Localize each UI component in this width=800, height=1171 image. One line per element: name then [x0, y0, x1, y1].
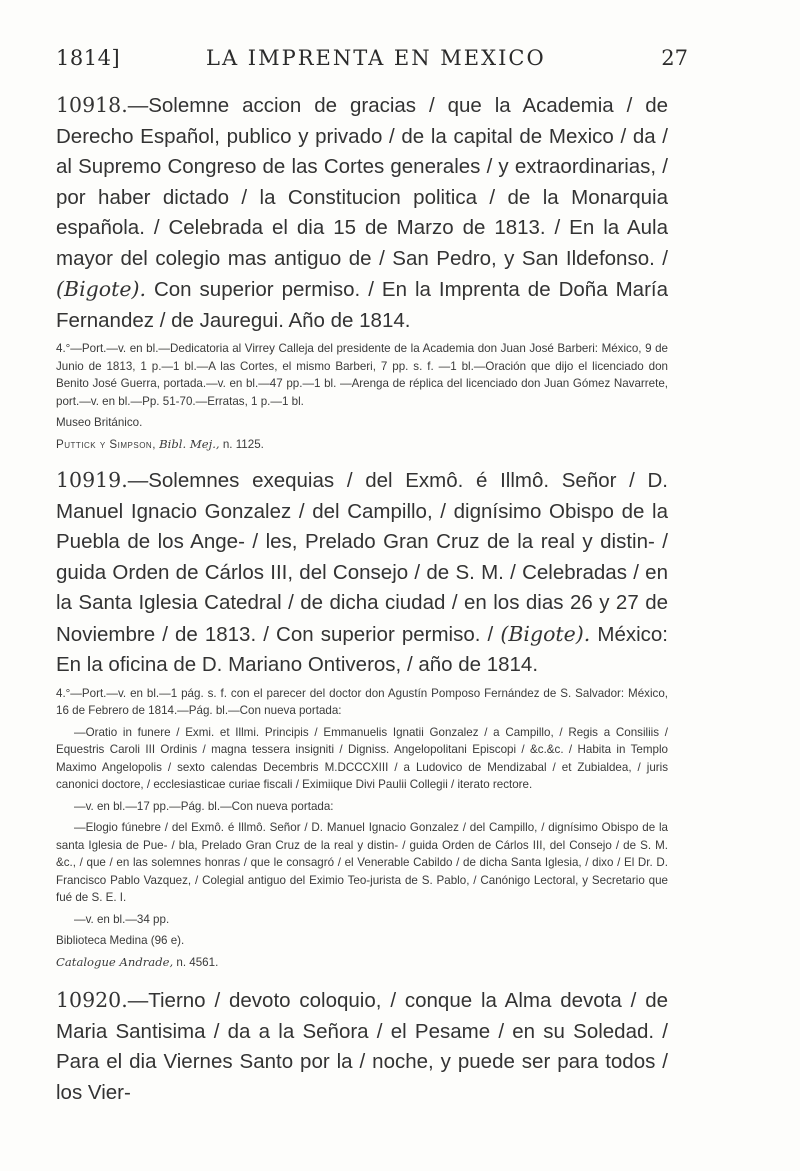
entry-location-note: Biblioteca Medina (96 e).: [56, 934, 185, 947]
entry-title-printer-mark: (Bigote).: [56, 277, 146, 301]
entry-number: 10918.: [56, 93, 128, 117]
running-head-year: 1814]: [56, 46, 121, 70]
entry-title-printer-mark: (Bigote).: [500, 621, 591, 646]
entry-title-text: —Tierno / devoto coloquio, / conque la Alma devota / de Maria Santisima / da a la Señora / el Pesame / en su Soledad. / Para el dia Viernes Santo por la / noche, y puede ser para todos / los Vier-: [56, 989, 668, 1104]
entry-title-imprint: Con superior permiso. / En la Imprenta de Doña María Fernandez / de Jauregui. Año de 1814.: [56, 278, 668, 332]
entry-location-note: Museo Británico.: [56, 416, 143, 429]
source-title: Catalogue Andrade,: [56, 954, 174, 969]
entry-title: [56, 90, 668, 336]
page: [56, 46, 688, 1108]
entry-latin-oration-note: —Oratio in funere / Exmi. et Illmi. Principis / Emmanuelis Ignatii Gonzalez / a Campillo, / Regis a Consiliis / Equestris Caroli III Ordinis / magna tessera insigniti / Digniss. Angelopolitani Episcopi / &c.&c. / Habita in Templo Maximo Angelopolis / sexto calendas Decembris M.DCCCXIII / a Ludovico de Mendizabal / et Zubialdea, / juris canonici doctore, / ecclesiasticae curiae fiscali / Eximiique Divi Paulii Collegii / iterato rectore.: [56, 725, 668, 791]
entry-title-text: —Solemnes exequias / del Exmô. é Illmô. Señor / D. Manuel Ignacio Gonzalez / del Campillo, / dignísimo Obispo de la Puebla de los Ange- / les, Prelado Gran Cruz de la real y distin- / guida Orden de Cárlos III, del Consejo / de S. M. / Celebradas / en la Santa Iglesia Catedral / de dicha ciudad / en los dias 26 y 27 de Noviembre / de 1813. / Con superior permiso. /: [56, 469, 668, 646]
entry-number: 10919.: [56, 468, 128, 492]
page-number: 27: [661, 46, 688, 70]
source-title: Bibl. Mej.,: [159, 436, 220, 451]
source-ref: n. 1125.: [219, 437, 264, 451]
source-author: Puttick y Simpson,: [56, 437, 156, 451]
entry-10918: [56, 90, 668, 453]
entry-title-text: —Solemne accion de gracias / que la Academia / de Derecho Español, publico y privado / de la capital de Mexico / da / al Supremo Congreso de las Cortes generales / y extraordinarias, / por haber dictado / la Constitucion politica / de la Monarquia española. / Celebrada el dia 15 de Marzo de 1813. / En la Aula mayor del colegio mas antiguo de / San Pedro, y San Ildefonso. /: [56, 94, 668, 270]
entry-number: 10920.: [56, 988, 128, 1012]
entry-source-note: [56, 954, 668, 972]
entry-collation-note: 4.°—Port.—v. en bl.—1 pág. s. f. con el parecer del doctor don Agustín Pomposo Fernández de S. Salvador: México, 16 de Febrero de 1814.—Pág. bl.—Con nueva portada:: [56, 686, 668, 717]
entry-collation-note: —v. en bl.—34 pp.: [74, 912, 170, 926]
entry-elogio-note: —Elogio fúnebre / del Exmô. é Illmô. Señor / D. Manuel Ignacio Gonzalez / del Campillo, / dignísimo Obispo de la santa Iglesia de Pue- / bla, Prelado Gran Cruz de la real y distin- / guida Orden de Cárlos III, del Consejo / de S. M. &c., / que / en las solemnes honras / que le consagró / el Venerable Cabildo / de dicha Santa Iglesia, / dixo / El Dr. D. Francisco Pablo Vazquez, / Colegial antiguo del Eximio Teo-jurista de S. Pablo, / Canónigo Lectoral, y Secretario que fué de S. E. I.: [56, 821, 668, 904]
entry-10920: [56, 985, 668, 1108]
running-head-title: LA IMPRENTA EN MEXICO: [206, 46, 546, 70]
entry-10919: [56, 465, 668, 971]
entry-source-note: [56, 436, 668, 454]
source-ref: n. 4561.: [173, 955, 219, 969]
entry-collation-note: 4.°—Port.—v. en bl.—Dedicatoria al Virrey Calleja del presidente de la Academia don Juan José Barberi: México, 9 de Junio de 1813, 1 p.—1 bl.—A las Cortes, el mismo Barberi, 7 pp. s. f. —1 bl.—Oración que dijo el licenciado don Benito José Guerra, portada.—v. en bl.—47 pp.—1 bl. —Arenga de réplica del licenciado don Juan Gómez Navarrete, port.—v. en bl.—Pp. 51-70.—Erratas, 1 p.—1 bl.: [56, 342, 668, 408]
running-head: [56, 46, 688, 80]
entry-title-imprint: México: En la oficina de D. Mariano Ontiveros, / año de 1814.: [56, 622, 669, 676]
entry-collation-note: —v. en bl.—17 pp.—Pág. bl.—Con nueva portada:: [74, 799, 334, 813]
entry-title: [56, 465, 668, 681]
entry-title: [56, 985, 668, 1108]
